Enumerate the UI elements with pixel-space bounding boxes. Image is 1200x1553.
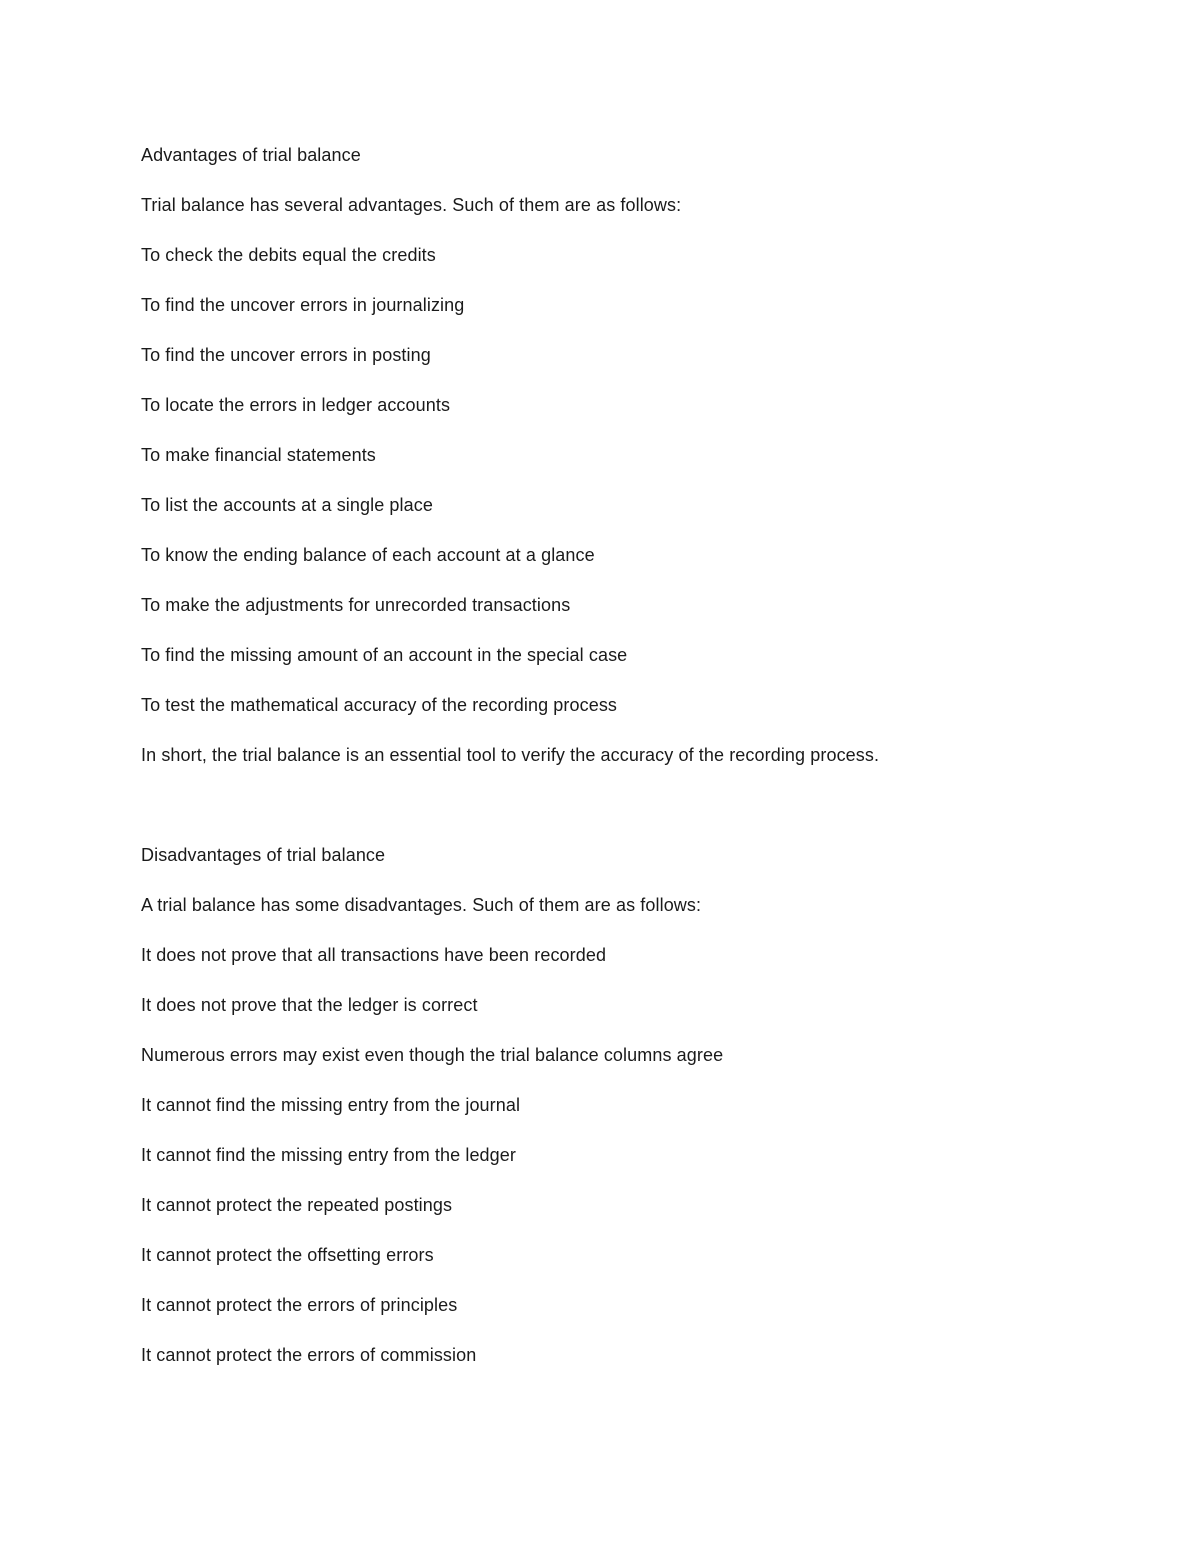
disadvantage-item: It does not prove that all transactions have been recorded bbox=[141, 945, 607, 965]
advantage-item: To find the uncover errors in posting bbox=[141, 345, 431, 365]
advantages-heading: Advantages of trial balance bbox=[141, 145, 361, 165]
advantages-summary: In short, the trial balance is an essential tool to verify the accuracy of the recording process. bbox=[141, 745, 880, 765]
advantage-item: To list the accounts at a single place bbox=[141, 495, 433, 515]
advantage-item: To find the uncover errors in journalizing bbox=[141, 295, 465, 315]
disadvantage-item: It cannot protect the errors of commission bbox=[141, 1345, 477, 1365]
disadvantage-item: It cannot protect the errors of principles bbox=[141, 1295, 458, 1315]
advantage-item: To test the mathematical accuracy of the recording process bbox=[141, 695, 618, 715]
disadvantages-heading: Disadvantages of trial balance bbox=[141, 845, 386, 865]
advantage-item: To make the adjustments for unrecorded transactions bbox=[141, 595, 571, 615]
document-body bbox=[141, 141, 1101, 1391]
disadvantage-item: It does not prove that the ledger is correct bbox=[141, 995, 478, 1015]
disadvantage-item: Numerous errors may exist even though the trial balance columns agree bbox=[141, 1045, 724, 1065]
disadvantage-item: It cannot protect the offsetting errors bbox=[141, 1245, 434, 1265]
advantages-intro: Trial balance has several advantages. Such of them are as follows: bbox=[141, 195, 682, 215]
advantage-item: To locate the errors in ledger accounts bbox=[141, 395, 451, 415]
advantage-item: To make financial statements bbox=[141, 445, 376, 465]
disadvantage-item: It cannot find the missing entry from the journal bbox=[141, 1095, 521, 1115]
disadvantages-intro: A trial balance has some disadvantages. Such of them are as follows: bbox=[141, 895, 702, 915]
advantage-item: To find the missing amount of an account in the special case bbox=[141, 645, 628, 665]
section-spacer bbox=[141, 791, 1101, 841]
advantage-item: To check the debits equal the credits bbox=[141, 245, 436, 265]
disadvantage-item: It cannot find the missing entry from the ledger bbox=[141, 1145, 516, 1165]
disadvantage-item: It cannot protect the repeated postings bbox=[141, 1195, 453, 1215]
advantage-item: To know the ending balance of each account at a glance bbox=[141, 545, 595, 565]
